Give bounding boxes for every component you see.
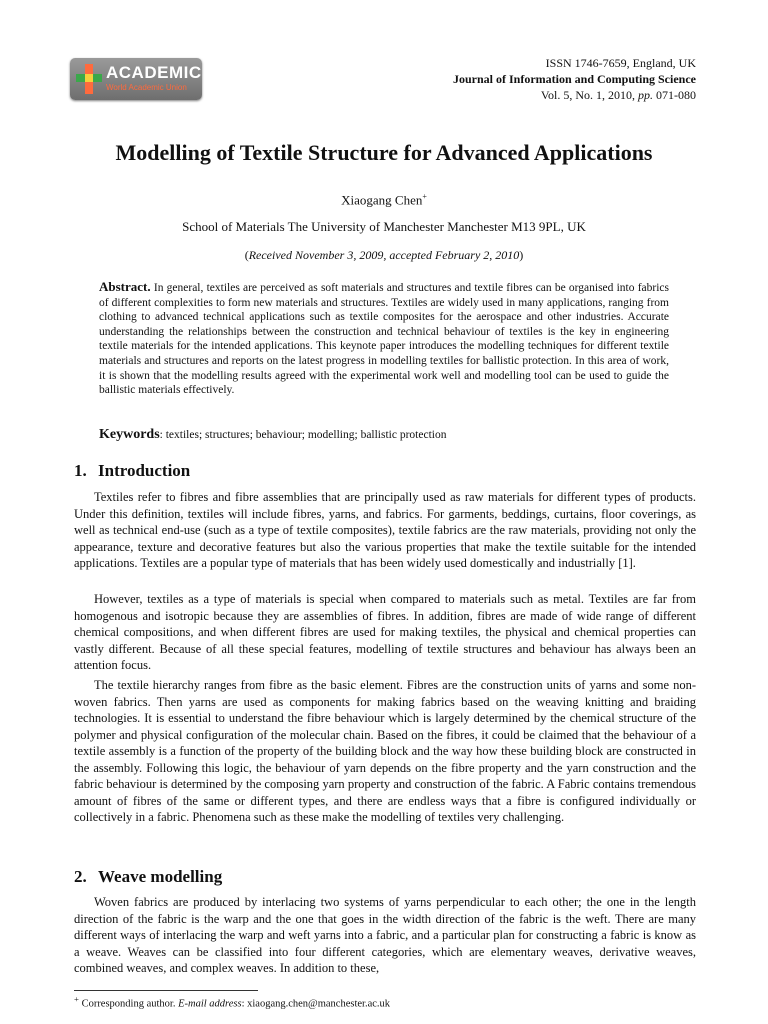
abstract-text: In general, textiles are perceived as soft materials and structures and textile fibres can be organised into fabrics of different complexities to form new materials and structures. Textiles are widely used in many applications, ranging from clothing to advanced technical applications such as textile composites for the aerospace and other industries. Accurate understanding the relationships between the construction and technical behaviour of textiles is the key in engineering textile materials for the intended applications. This keynote paper introduces the modelling techniques for different textile materials and structures and reports on the latest progress in modelling textiles for ballistic protection. In this area of work, it is shown that the modelling results agreed with the experimental work well and modelling tool can be used to guide the ballistic materials effectively. — [99, 282, 670, 397]
logo-subtitle: World Academic Union — [106, 83, 187, 92]
keywords — [99, 427, 446, 443]
volume-line — [541, 88, 696, 102]
received-dates: (Received November 3, 2009, accepted February 2, 2010) — [244, 248, 524, 262]
logo-wordmark: ACADEMIC — [106, 63, 202, 82]
cross-logo-icon — [74, 62, 104, 96]
paragraph: The textile hierarchy ranges from fibre as the basic element. Fibres are the construction units of yarns and some non-woven fabrics. Then yarns are used as components for making fabrics based on the weaving knitting and braiding technologies. It is essential to understand the fibre behaviour which is largely determined by the chemical structure of the polymer and physical configuration of the molecular chain. Based on the fibres, it could be claimed that the behaviour of a textile assembly is a function of the property of the building block and the way how these building block are constructed in the assembly. Following this logic, the behaviour of yarn depends on the fibre property and the yarn construction and the fabric behaviour is determined by the composing yarn property and construction of the fabric. A Fabric contains tremendous amount of fibres of the same or different types, and there are endless ways that a fibre is configured individually or collectively in a fabric. Phenomena such as these make the modelling of textiles very challenging. — [74, 678, 696, 824]
affiliation: School of Materials The University of Manchester Manchester M13 9PL, UK — [182, 219, 586, 234]
publisher-logo — [70, 58, 202, 100]
author-name: Xiaogang Chen — [341, 192, 423, 208]
author-line — [0, 192, 768, 208]
footnote-mark: + — [74, 994, 79, 1004]
issn-line: ISSN 1746-7659, England, UK — [545, 56, 696, 70]
journal-name: Journal of Information and Computing Science — [452, 72, 696, 86]
paper-title: Modelling of Textile Structure for Advanced Applications — [115, 140, 653, 165]
author-mark: + — [422, 192, 427, 201]
keywords-text: : textiles; structures; behaviour; modelling; ballistic protection — [159, 429, 447, 441]
abstract — [99, 280, 669, 398]
paragraph: Textiles refer to fibres and fibre assemblies that are principally used as raw materials for different types of products. Under this definition, textiles will include fibres, yarns, and fabrics. For garments, beddings, curtains, floor coverings, as well as technical end-use (such as a type of textile composites), textile fabrics are the raw materials, providing not only the appearance, texture and decorative features but also the various properties that make the textile suitable for the intended applications. Textiles are a popular type of materials that has been widely used domestically and industrially [1]. — [74, 490, 696, 570]
received-text: Received November 3, 2009, accepted February 2, 2010 — [248, 248, 520, 262]
footnote — [74, 994, 390, 1010]
email-address[interactable]: : xiaogang.chen@manchester.ac.uk — [241, 998, 391, 1010]
footnote-rule — [74, 990, 258, 991]
footnote-text: Corresponding author. — [81, 998, 176, 1010]
pages-label: pp. — [638, 88, 653, 102]
section-heading — [74, 867, 222, 887]
section-number: 1. — [74, 461, 87, 480]
abstract-label: Abstract. — [99, 279, 151, 294]
paragraph: Woven fabrics are produced by interlacing two systems of yarns perpendicular to each other; the one in the length direction of the fabric is the warp and the one that goes in the width direction of the fabric is the weft. There are many different ways of interlacing the warp and weft yarns into a fabric, and a particular plan for constructing a fabric is know as a weave. Weaves can be classified into four different categories, which are elementary weaves, derivative weaves, combined weaves, and complex weaves. In addition to these, — [74, 895, 696, 975]
pages: 071-080 — [656, 88, 696, 102]
section-title: Weave modelling — [98, 867, 223, 886]
email-label: E-mail address — [178, 998, 242, 1010]
section-number: 2. — [74, 867, 87, 886]
section-heading — [74, 461, 190, 481]
paragraph: However, textiles as a type of materials is special when compared to materials such as metal. Textiles are far from homogenous and isotropic because they are assemblies of fibres. In addition, fibres are made of wide range of different chemical compositions, and when different fibres are used for making textiles, the physical and chemical properties can vastly different. Because of all these special features, modelling of textile structures and behaviour has always been an attention focus. — [74, 592, 696, 672]
volume: Vol. 5, No. 1, 2010, — [540, 88, 635, 102]
keywords-label: Keywords — [99, 427, 160, 442]
section-title: Introduction — [98, 461, 191, 480]
